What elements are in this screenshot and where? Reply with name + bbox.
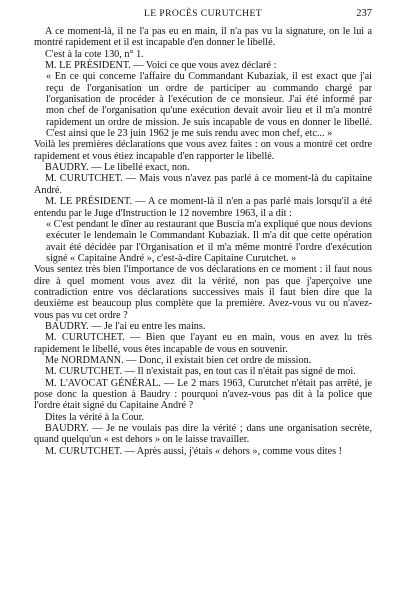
paragraph: Vous sentez très bien l'importance de vos déclarations en ce moment : il faut nous dire à quel moment vous avez dit la vérité, non pas que j'aperçoive une contradiction entre vos déclarations successives mais il faut bien dire que la deuxième est beaucoup plus complète que la première. Avez-vous vu ou n'avez-vous pas vu cet ordre ?	[34, 264, 372, 321]
paragraph: Dites la vérité à la Cour.	[45, 411, 145, 423]
page-number: 237	[356, 8, 372, 19]
paragraph: Voilà les premières déclarations que vous avez faites : on vous a montré cet ordre rapidement et vous étiez incapable d'en rapporter le libellé.	[34, 139, 372, 162]
paragraph: A ce moment-là, il ne l'a pas eu en main, il n'a pas vu la signature, on le lui a montré rapidement et il est incapable d'en donner le libellé.	[34, 26, 372, 49]
paragraph: C'est à la cote 130, n° 1.	[45, 48, 144, 60]
paragraph: M. CURUTCHET. — Mais vous n'avez pas parlé à ce moment-là du capitaine André.	[34, 173, 372, 196]
running-header	[34, 8, 372, 26]
paragraph: M. CURUTCHET. — Après aussi, j'étais « dehors », comme vous dites !	[45, 445, 343, 457]
paragraph: BAUDRY. — Je ne voulais pas dire la vérité ; dans une organisation secrète, quand quelqu'un « est dehors » on le laisse travailler.	[34, 423, 372, 446]
paragraph: Me NORDMANN. — Donc, il existait bien cet ordre de mission.	[45, 354, 312, 366]
paragraph: M. LE PRÉSIDENT. — Voici ce que vous avez déclaré :	[45, 60, 277, 72]
running-title: LE PROCÈS CURUTCHET	[144, 8, 262, 19]
paragraph: M. LE PRÉSIDENT. — A ce moment-là il n'en a pas parlé mais lorsqu'il a été entendu par le Juge d'Instruction le 12 novembre 1963, il a dit :	[34, 196, 372, 219]
paragraph: M. CURUTCHET. — Bien que l'ayant eu en main, vous en avez lu très rapidement le libellé, vous êtes incapable de vous en souvenir.	[34, 332, 372, 355]
body-text	[34, 26, 372, 457]
quoted-declaration: « En ce qui concerne l'affaire du Commandant Kubaziak, il est exact que j'ai reçu de l'organisation un ordre de participer au commando chargé par l'organisation de procéder à l'exécution de ce monsieur. J'ai été informé par mon chef de l'organisation qu'une exécution devait avoir lieu et il m'a montré rapidement un ordre de mission. Je suis incapable de vous en donner le libellé. C'est ainsi que le 23 juin 1962 je me suis rendu avec mon chef, etc... »	[46, 71, 372, 140]
paragraph: M. L'AVOCAT GÉNÉRAL. — Le 2 mars 1963, Curutchet n'était pas arrêté, je pose donc la question à Baudry : pourquoi n'avez-vous pas dit à la police que l'ordre était signé du Capitaine André ?	[34, 377, 372, 412]
paragraph: M. CURUTCHET. — Il n'existait pas, en tout cas il n'était pas signé de moi.	[45, 366, 356, 378]
quoted-declaration: « C'est pendant le dîner au restaurant que Buscia m'a expliqué que nous devions exécuter le lendemain le Commandant Kubaziak. Il m'a dit que cette opération avait été décidée par l'Organisation et il m'a même montré l'ordre d'exécution signé « Capitaine André », c'est-à-dire Capitaine Curutchet. »	[46, 218, 372, 264]
paragraph: BAUDRY. — Le libellé exact, non.	[45, 162, 190, 174]
paragraph: BAUDRY. — Je l'ai eu entre les mains.	[45, 320, 206, 332]
